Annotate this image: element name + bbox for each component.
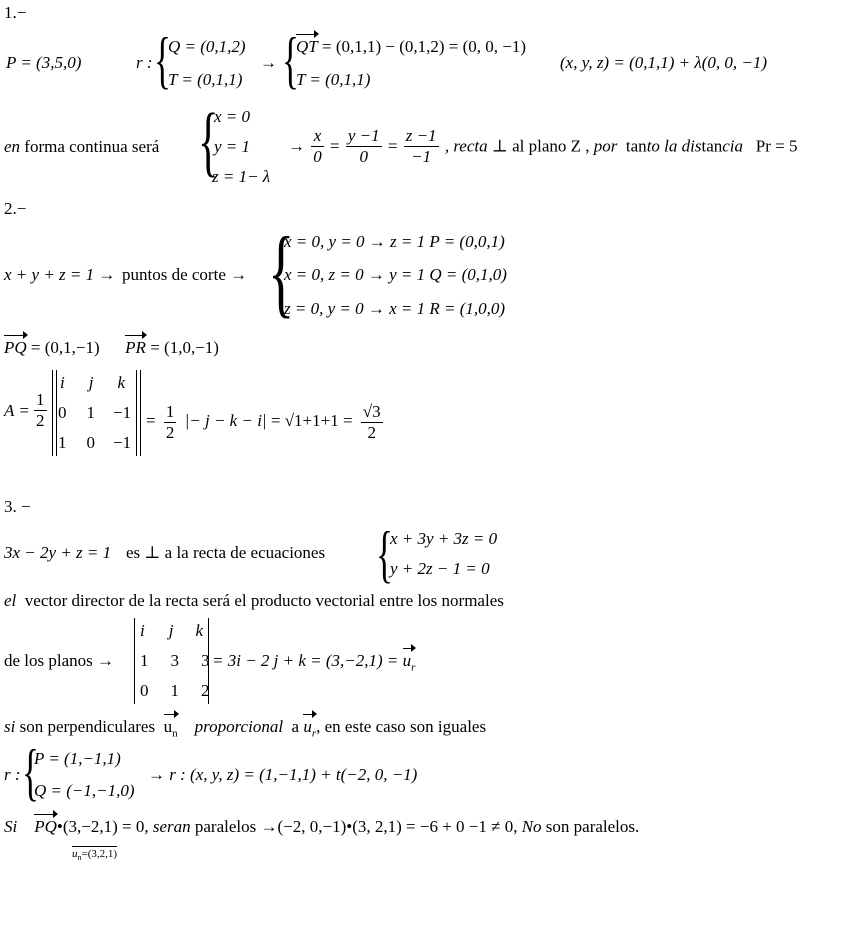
r-point-t: T = (0,1,1) — [168, 70, 243, 89]
tancia-1: tan — [701, 136, 723, 156]
exercise-1-number: 1.− — [4, 3, 27, 22]
vector-director-text: el vector director de la recta será el producto vectorial entre los normales — [4, 591, 504, 610]
forma-continua: forma continua será — [24, 137, 160, 156]
norm-bar-right — [136, 370, 141, 456]
plano-z: al plano Z , — [512, 136, 590, 156]
brace-planes: { — [376, 518, 393, 589]
det-row-1: i j k — [60, 373, 126, 392]
arrow-2: → — [288, 136, 305, 156]
det3-row-3: 0 1 2 — [140, 681, 210, 700]
tanto-1: tan — [625, 136, 647, 156]
pr-value: = (1,0,−1) — [150, 338, 219, 357]
cut-row-1: x = 0, y = 0 → z = 1 P = (0,0,1) — [284, 232, 505, 251]
distance-result: Pr = 5 — [755, 136, 798, 156]
en-italic: en — [4, 137, 21, 156]
pq-vector: PQ — [4, 338, 27, 357]
cross-product-result: = 3i − 2 $j + k = (3,-2,1) = u_r$ — [212, 651, 416, 674]
qt-equation — [296, 38, 526, 55]
r3-point-p: P = (1,−1,1) — [34, 749, 121, 768]
continuous-form: → $\frac{x}{0}$ = $\frac{y -1}{0}$ = $\frac{z -1}{-1}$ , recta ⊥ al plano Z , por tanto la distancia Pr = 5 — [288, 126, 798, 166]
plane-equation: x + y + z = 1 → — [4, 265, 116, 284]
sys-z: z = 1− λ — [212, 167, 271, 186]
frac-x: $\frac{x}{0}$ — [313, 126, 322, 166]
point-p: P = (3,5,0) — [6, 53, 82, 72]
perpendicular-text: si son perpendiculares $u_n$ proporcional a $u_r$, en este caso son iguales — [4, 717, 487, 740]
es-perp-text: es ⊥ a la recta de ecuaciones — [126, 543, 326, 562]
tancia-2: cia — [722, 136, 744, 156]
det-bar-right — [208, 618, 209, 704]
pq-vector-3: PQ — [34, 817, 57, 836]
cut-row-2: x = 0, z = 0 → y = 1 Q = (0,1,0) — [284, 265, 507, 284]
r-point-q: Q = (0,1,2) — [168, 37, 246, 56]
brace-r3: { — [22, 736, 39, 807]
vectors-pq-pr — [4, 339, 219, 356]
qt-rhs: = (0,1,1) − (0,1,2) = (0, 0, −1) — [321, 37, 527, 56]
parallel-check: Si PQ•(3,−2,1) = 0, seran paralelos →(−2, 0,−1)•(3, 2,1) = −6 + 0 −1 ≠ 0, No son paralelos. — [4, 817, 640, 836]
por: por — [593, 136, 618, 156]
brace-qt: { — [282, 24, 299, 95]
pq-value: = (0,1,−1) — [30, 338, 100, 357]
brace-r: { — [154, 24, 171, 95]
det3-row-2: 1 3 3 — [140, 651, 210, 670]
tanto-2: to la dis — [646, 136, 702, 156]
pr-vector: PR — [125, 338, 146, 357]
plane-eq-2: y + 2z − 1 = 0 — [390, 559, 490, 578]
qt-vector: QT — [296, 37, 318, 56]
frac-z: $\frac{z -1}{-1}$ — [405, 126, 437, 166]
brace-system-1: { — [198, 97, 219, 184]
recta-perp: , recta ⊥ — [444, 136, 508, 156]
area-label: A = — [4, 401, 30, 420]
de-los-planos: de los planos → — [4, 651, 115, 670]
r3-point-q: Q = (−1,−1,0) — [34, 781, 135, 800]
point-t-2: T = (0,1,1) — [296, 70, 371, 89]
cut-row-3: z = 0, y = 0 → x = 1 R = (1,0,0) — [284, 299, 506, 318]
brace-cuts: { — [268, 216, 295, 327]
line-r-label: r : — [136, 53, 153, 72]
parametric-eq: (x, y, z) = (0,1,1) + λ(0, 0, −1) — [560, 53, 768, 72]
r3-equation: → r : (x, y, z) = (1,−1,1) + t(−2, 0, −1) — [148, 765, 418, 784]
area-rhs: = $\frac{1}{2}$ |− j − k − i| = √1+1+1 = $\frac{√3}{2}$ — [146, 402, 381, 442]
line-r3-label: r : — [4, 765, 21, 784]
plane-eq-1: x + 3y + 3z = 0 — [390, 529, 498, 548]
det-row-3: 1 0 −1 — [58, 433, 132, 452]
det-row-2: 0 1 −1 — [58, 403, 132, 422]
norm-bar-left — [52, 370, 57, 456]
arrow-1: → — [260, 53, 277, 72]
det-bar-left — [134, 618, 135, 704]
sys-x: x = 0 — [214, 107, 251, 126]
puntos-de-corte: puntos de corte → — [122, 265, 248, 284]
frac-y: $\frac{y -1}{0}$ — [347, 126, 380, 166]
exercise-3-number: 3. − — [4, 497, 31, 516]
half-frac-1: $\frac{1}{2}$ — [36, 390, 45, 430]
continua-text — [4, 138, 159, 155]
exercise-2-number: 2.− — [4, 199, 27, 218]
plane-3: 3x − 2y + z = 1 — [4, 543, 112, 562]
sys-y: y = 1 — [214, 137, 251, 156]
un-underbrace-note: $u_n=(3,2,1)$ — [72, 848, 118, 863]
det3-row-1: i j k — [140, 621, 204, 640]
